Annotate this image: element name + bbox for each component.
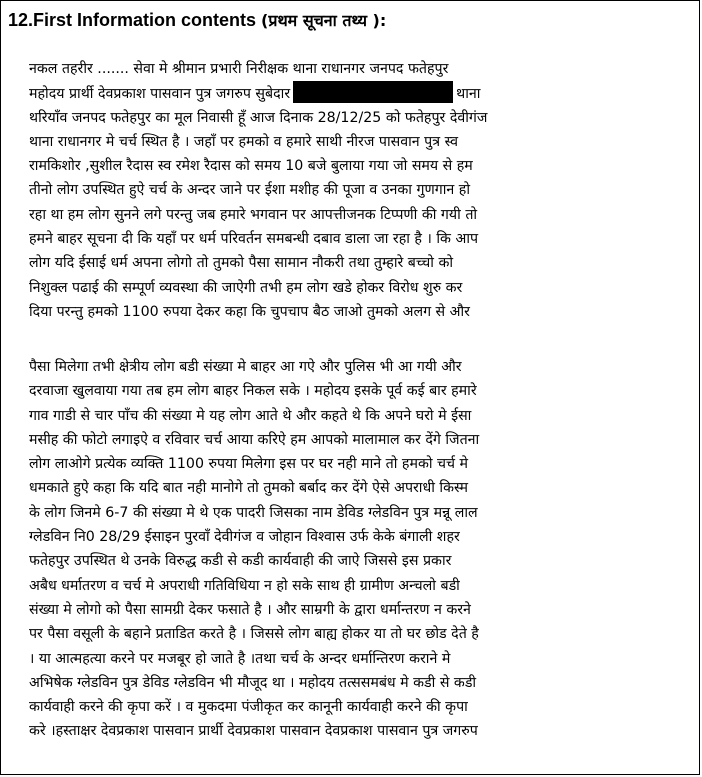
text-line: लोग यदि ईसाई धर्म अपना लोगो तो तुमको पैसा सामान नौकरी तथा तुम्हारे बच्चो को	[29, 255, 454, 272]
text-line: थरियाँव जनपद फतेहपुर का मूल निवासी हूँ आज दिनाक 28/12/25 को फतेहपुर देवीगंज	[29, 109, 488, 126]
text-line: । या आत्महत्या करने पर मजबूर हो जाते है ।तथा चर्च के अन्दर धर्मान्तिरण कराने मे	[29, 650, 451, 667]
text-line: ग्लेडविन नि0 28/29 ईसाइन पुरवाँ देवीगंज व जोहान विश्वास उर्फ केके बंगाली शहर	[29, 529, 460, 546]
text-line: लोग लाओगे प्रत्येक व्यक्ति 1100 रुपया मिलेगा इस पर घर नही माने तो हमको चर्च मे	[29, 456, 469, 473]
text-line: संख्या मे लोगो को पैसा सामग्री देकर फसाते है । और साम्रगी के द्वारा धर्मान्तरण न करने	[29, 601, 471, 618]
fir-paragraph-1	[29, 57, 691, 324]
text-line: तीनो लोग उपस्थित हुऐ चर्च के अन्दर जाने पर ईशा मशीह की पूजा व उनका गुणगान हो	[29, 182, 470, 199]
section-heading	[8, 9, 386, 31]
text-line: फतेहपुर उपस्थित थे उनके विरुद्ध कडी से कडी कार्यवाही की जाऐ जिससे इस प्रकार	[29, 553, 452, 570]
text-line: पैसा मिलेगा तभी क्षेत्रीय लोग बडी संख्या मे बाहर आ गऐ और पुलिस भी आ गयी और	[29, 359, 462, 375]
text-line: पर पैसा वसूली के बहाने प्रताडित करते है । जिससे लोग बाह्य होकर या तो घर छोड देते है	[29, 626, 479, 643]
text-line-part: महोदय प्रार्थी देवप्रकाश पासवान पुत्र जगरुप सुबेदार	[29, 86, 291, 103]
text-line: रामकिशोर ,सुशील रैदास स्व रमेश रैदास को समय 10 बजे बुलाया गया जो समय से हम	[29, 158, 473, 175]
text-line: करे ।हस्ताक्षर देवप्रकाश पासवान प्रार्थी देवप्रकाश पासवान देवप्रकाश पासवान पुत्र जगरुप	[29, 723, 478, 740]
text-line: के लोग जिनमे 6-7 की संख्या मे थे एक पादरी जिसका नाम डेविड ग्लेडविन पुत्र मन्नू लाल	[29, 504, 478, 521]
text-line: निशुक्ल पढाई की सम्पूर्ण व्यवस्था की जाऐगी तभी हम लोग खडे होकर विरोध शुरु कर	[29, 279, 463, 296]
text-line: धमकाते हुऐ कहा कि यदि बात नही मानोगे तो तुमको बर्बाद कर देंगे ऐसे अपराधी किस्म	[29, 480, 468, 497]
text-line: अभिषेक ग्लेडविन पुत्र डेविड ग्लेडविन भी मौजूद था । महोदय तत्ससमबंध मे कडी से कडी	[29, 674, 477, 691]
text-line: गाव गाडी से चार पाँच की संख्या मे यह लोग आते थे और कहते थे कि अपने घरो मे ईसा	[29, 407, 472, 424]
text-line: मसीह की फोटो लगाइऐ व रविवार चर्च आया करिऐ हम आपको मालामाल कर देंगे जितना	[29, 431, 480, 448]
text-line: अबैध धर्मातरण व चर्च मे अपराधी गतिविधिया न हो सके साथ ही ग्रामीण अन्चलो बडी	[29, 577, 460, 594]
text-line-with-redaction	[29, 81, 691, 105]
text-line: कार्यवाही करने की कृपा करें । व मुकदमा पंजीकृत कर कानूनी कार्यवाही करने की कृपा	[29, 699, 468, 716]
heading-title-en: 12.First Information contents	[8, 10, 257, 30]
text-line-part: थाना	[456, 86, 481, 103]
text-line: थाना राधानगर मे चर्च स्थित है । जहाँ पर हमको व हमारे साथी नीरज पासवान पुत्र स्व	[29, 133, 458, 150]
text-line: दिया परन्तु हमको 1100 रुपया देकर कहा कि चुपचाप बैठ जाओ तुमको अलग से और	[29, 303, 470, 320]
text-line: दरवाजा खुलवाया गया तब हम लोग बाहर निकल सके । महोदय इसके पूर्व कई बार हमारे	[29, 383, 477, 400]
text-line: हमने बाहर सूचना दी कि यहाँ पर धर्म परिवर्तन समबन्धी दबाव डाला जा रहा है । कि आप	[29, 231, 479, 248]
redaction-block	[293, 81, 453, 103]
text-line: रहा था हम लोग सुनने लगे परन्तु जब हमारे भगवान पर आपत्तीजनक टिप्पणी की गयी तो	[29, 206, 478, 223]
heading-title-hi: (प्रथम सूचना तथ्य ):	[261, 11, 387, 30]
text-line: नकल तहरीर ....... सेवा मे श्रीमान प्रभारी निरीक्षक थाना राधानगर जनपद फतेहपुर	[29, 61, 449, 77]
fir-paragraph-2	[29, 355, 691, 744]
